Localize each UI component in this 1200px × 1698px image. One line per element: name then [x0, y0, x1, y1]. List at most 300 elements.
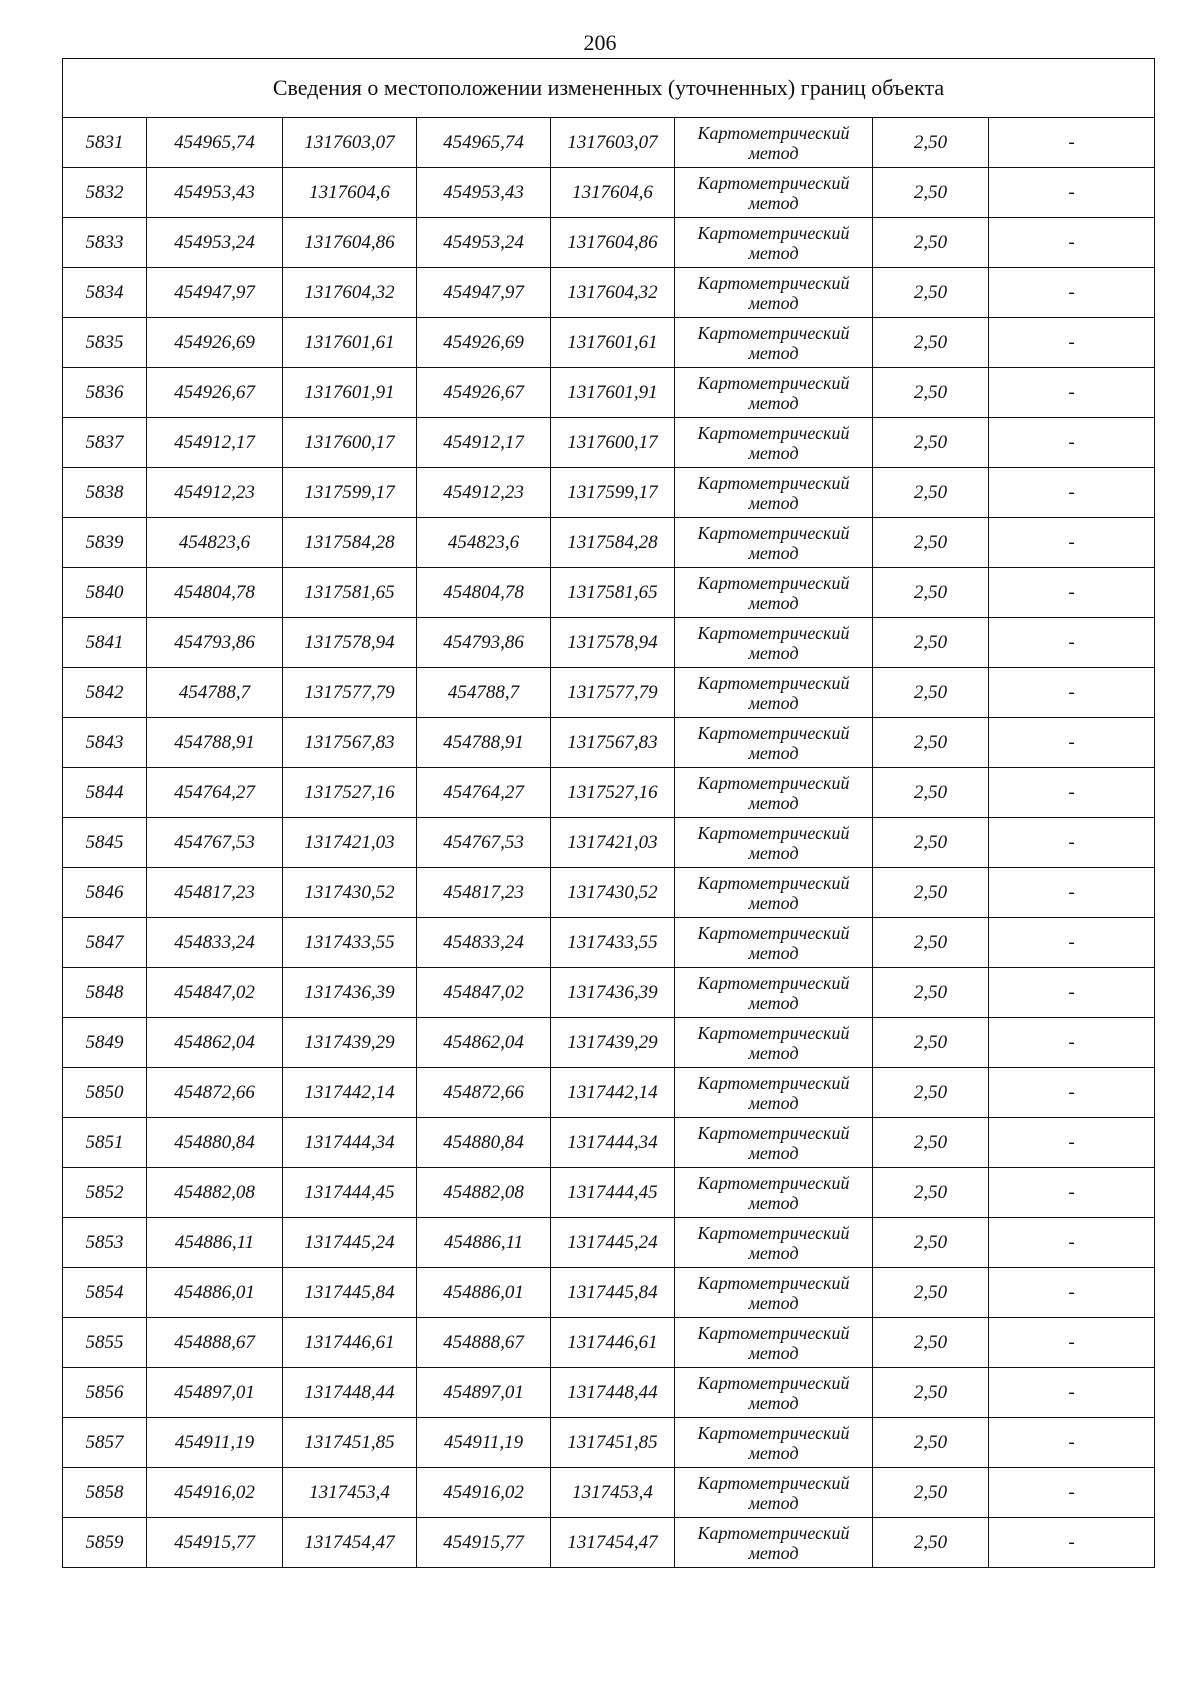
method-label-line2: метод	[748, 142, 799, 163]
y-existing-cell: 1317436,39	[283, 968, 417, 1018]
description-cell: -	[989, 1418, 1155, 1468]
x-existing-cell: 454882,08	[147, 1168, 283, 1218]
y-existing-cell: 1317604,32	[283, 268, 417, 318]
accuracy-cell: 2,50	[873, 668, 989, 718]
table-row	[63, 718, 1155, 768]
point-number-cell: 5837	[63, 418, 147, 468]
accuracy-cell: 2,50	[873, 1218, 989, 1268]
y-new-cell: 1317567,83	[551, 718, 675, 768]
x-new-cell: 454926,69	[417, 318, 551, 368]
method-label-line2: метод	[748, 742, 799, 763]
point-number-cell: 5833	[63, 218, 147, 268]
method-label-line1: Картометрический	[697, 1172, 850, 1193]
method-label-line2: метод	[748, 1092, 799, 1113]
method-label-line2: метод	[748, 1442, 799, 1463]
x-new-cell: 454953,43	[417, 168, 551, 218]
x-existing-cell: 454911,19	[147, 1418, 283, 1468]
method-label-line2: метод	[748, 642, 799, 663]
x-new-cell: 454886,01	[417, 1268, 551, 1318]
y-new-cell: 1317445,24	[551, 1218, 675, 1268]
method-cell	[675, 118, 873, 168]
point-number-cell: 5836	[63, 368, 147, 418]
table-row	[63, 118, 1155, 168]
y-new-cell: 1317436,39	[551, 968, 675, 1018]
method-cell	[675, 468, 873, 518]
table-row	[63, 268, 1155, 318]
x-existing-cell: 454817,23	[147, 868, 283, 918]
method-label-line2: метод	[748, 292, 799, 313]
y-new-cell: 1317604,86	[551, 218, 675, 268]
table-row	[63, 568, 1155, 618]
boundary-coordinates-table	[62, 58, 1155, 1568]
y-new-cell: 1317444,45	[551, 1168, 675, 1218]
x-new-cell: 454872,66	[417, 1068, 551, 1118]
method-label-line2: метод	[748, 1542, 799, 1563]
method-label-line2: метод	[748, 692, 799, 713]
method-cell	[675, 718, 873, 768]
y-new-cell: 1317578,94	[551, 618, 675, 668]
description-cell: -	[989, 768, 1155, 818]
x-existing-cell: 454886,01	[147, 1268, 283, 1318]
table-row	[63, 368, 1155, 418]
x-existing-cell: 454915,77	[147, 1518, 283, 1568]
y-new-cell: 1317445,84	[551, 1268, 675, 1318]
x-existing-cell: 454912,17	[147, 418, 283, 468]
description-cell: -	[989, 1368, 1155, 1418]
method-cell	[675, 818, 873, 868]
table-title-row	[63, 59, 1155, 118]
table-row	[63, 1168, 1155, 1218]
method-label-line1: Картометрический	[697, 672, 850, 693]
description-cell: -	[989, 418, 1155, 468]
method-label-line1: Картометрический	[697, 372, 850, 393]
method-label-line2: метод	[748, 1492, 799, 1513]
method-label-line2: метод	[748, 1292, 799, 1313]
accuracy-cell: 2,50	[873, 1018, 989, 1068]
table-row	[63, 518, 1155, 568]
accuracy-cell: 2,50	[873, 568, 989, 618]
method-cell	[675, 768, 873, 818]
x-new-cell: 454912,17	[417, 418, 551, 468]
accuracy-cell: 2,50	[873, 968, 989, 1018]
y-existing-cell: 1317439,29	[283, 1018, 417, 1068]
method-label-line1: Картометрический	[697, 622, 850, 643]
method-label-line1: Картометрический	[697, 1372, 850, 1393]
point-number-cell: 5855	[63, 1318, 147, 1368]
description-cell: -	[989, 1468, 1155, 1518]
method-label-line1: Картометрический	[697, 1522, 850, 1543]
method-cell	[675, 1268, 873, 1318]
method-label-line2: метод	[748, 1142, 799, 1163]
method-label-line2: метод	[748, 1192, 799, 1213]
y-new-cell: 1317527,16	[551, 768, 675, 818]
y-new-cell: 1317601,61	[551, 318, 675, 368]
x-new-cell: 454953,24	[417, 218, 551, 268]
y-existing-cell: 1317445,84	[283, 1268, 417, 1318]
x-existing-cell: 454916,02	[147, 1468, 283, 1518]
description-cell: -	[989, 368, 1155, 418]
y-existing-cell: 1317444,45	[283, 1168, 417, 1218]
accuracy-cell: 2,50	[873, 468, 989, 518]
point-number-cell: 5850	[63, 1068, 147, 1118]
y-new-cell: 1317600,17	[551, 418, 675, 468]
method-label-line1: Картометрический	[697, 572, 850, 593]
method-label-line1: Картометрический	[697, 972, 850, 993]
y-new-cell: 1317451,85	[551, 1418, 675, 1468]
description-cell: -	[989, 1068, 1155, 1118]
point-number-cell: 5843	[63, 718, 147, 768]
accuracy-cell: 2,50	[873, 268, 989, 318]
y-existing-cell: 1317454,47	[283, 1518, 417, 1568]
table-row	[63, 1518, 1155, 1568]
method-label-line2: метод	[748, 1042, 799, 1063]
x-new-cell: 454767,53	[417, 818, 551, 868]
y-new-cell: 1317430,52	[551, 868, 675, 918]
description-cell: -	[989, 868, 1155, 918]
description-cell: -	[989, 718, 1155, 768]
accuracy-cell: 2,50	[873, 1318, 989, 1368]
method-label-line1: Картометрический	[697, 1072, 850, 1093]
method-label-line2: метод	[748, 342, 799, 363]
point-number-cell: 5831	[63, 118, 147, 168]
method-cell	[675, 1418, 873, 1468]
method-label-line1: Картометрический	[697, 222, 850, 243]
x-existing-cell: 454947,97	[147, 268, 283, 318]
y-existing-cell: 1317567,83	[283, 718, 417, 768]
y-existing-cell: 1317446,61	[283, 1318, 417, 1368]
y-existing-cell: 1317603,07	[283, 118, 417, 168]
y-existing-cell: 1317448,44	[283, 1368, 417, 1418]
point-number-cell: 5835	[63, 318, 147, 368]
point-number-cell: 5839	[63, 518, 147, 568]
x-existing-cell: 454872,66	[147, 1068, 283, 1118]
y-new-cell: 1317433,55	[551, 918, 675, 968]
table-row	[63, 618, 1155, 668]
method-label-line1: Картометрический	[697, 722, 850, 743]
method-cell	[675, 318, 873, 368]
description-cell: -	[989, 668, 1155, 718]
accuracy-cell: 2,50	[873, 518, 989, 568]
point-number-cell: 5842	[63, 668, 147, 718]
x-new-cell: 454862,04	[417, 1018, 551, 1068]
point-number-cell: 5844	[63, 768, 147, 818]
x-new-cell: 454888,67	[417, 1318, 551, 1368]
table-row	[63, 1218, 1155, 1268]
method-cell	[675, 1218, 873, 1268]
x-existing-cell: 454926,67	[147, 368, 283, 418]
method-label-line2: метод	[748, 592, 799, 613]
description-cell: -	[989, 1318, 1155, 1368]
x-new-cell: 454916,02	[417, 1468, 551, 1518]
table-title: Сведения о местоположении измененных (уточненных) границ объекта	[63, 59, 1155, 118]
table-row	[63, 1418, 1155, 1468]
x-existing-cell: 454788,91	[147, 718, 283, 768]
x-new-cell: 454793,86	[417, 618, 551, 668]
description-cell: -	[989, 268, 1155, 318]
table-body	[63, 59, 1155, 1568]
method-label-line2: метод	[748, 1342, 799, 1363]
point-number-cell: 5847	[63, 918, 147, 968]
x-new-cell: 454915,77	[417, 1518, 551, 1568]
accuracy-cell: 2,50	[873, 1118, 989, 1168]
description-cell: -	[989, 468, 1155, 518]
method-label-line2: метод	[748, 842, 799, 863]
y-existing-cell: 1317527,16	[283, 768, 417, 818]
method-cell	[675, 568, 873, 618]
description-cell: -	[989, 218, 1155, 268]
table-row	[63, 168, 1155, 218]
description-cell: -	[989, 1518, 1155, 1568]
table-row	[63, 1318, 1155, 1368]
table-row	[63, 1068, 1155, 1118]
method-cell	[675, 518, 873, 568]
accuracy-cell: 2,50	[873, 818, 989, 868]
method-cell	[675, 1518, 873, 1568]
method-label-line1: Картометрический	[697, 1022, 850, 1043]
y-new-cell: 1317577,79	[551, 668, 675, 718]
y-existing-cell: 1317430,52	[283, 868, 417, 918]
y-existing-cell: 1317442,14	[283, 1068, 417, 1118]
method-label-line2: метод	[748, 892, 799, 913]
method-cell	[675, 1068, 873, 1118]
accuracy-cell: 2,50	[873, 368, 989, 418]
method-label-line1: Картометрический	[697, 922, 850, 943]
accuracy-cell: 2,50	[873, 318, 989, 368]
method-cell	[675, 218, 873, 268]
x-existing-cell: 454767,53	[147, 818, 283, 868]
description-cell: -	[989, 1168, 1155, 1218]
method-cell	[675, 268, 873, 318]
x-existing-cell: 454862,04	[147, 1018, 283, 1068]
method-cell	[675, 618, 873, 668]
accuracy-cell: 2,50	[873, 118, 989, 168]
accuracy-cell: 2,50	[873, 1168, 989, 1218]
description-cell: -	[989, 1118, 1155, 1168]
accuracy-cell: 2,50	[873, 1518, 989, 1568]
method-label-line2: метод	[748, 792, 799, 813]
method-label-line2: метод	[748, 392, 799, 413]
method-label-line2: метод	[748, 542, 799, 563]
point-number-cell: 5853	[63, 1218, 147, 1268]
method-label-line1: Картометрический	[697, 1222, 850, 1243]
y-existing-cell: 1317604,86	[283, 218, 417, 268]
y-existing-cell: 1317444,34	[283, 1118, 417, 1168]
x-existing-cell: 454764,27	[147, 768, 283, 818]
y-new-cell: 1317604,6	[551, 168, 675, 218]
method-label-line1: Картометрический	[697, 822, 850, 843]
method-label-line1: Картометрический	[697, 272, 850, 293]
point-number-cell: 5841	[63, 618, 147, 668]
y-new-cell: 1317442,14	[551, 1068, 675, 1118]
method-label-line1: Картометрический	[697, 472, 850, 493]
y-existing-cell: 1317599,17	[283, 468, 417, 518]
x-existing-cell: 454897,01	[147, 1368, 283, 1418]
y-existing-cell: 1317601,91	[283, 368, 417, 418]
y-new-cell: 1317453,4	[551, 1468, 675, 1518]
x-existing-cell: 454926,69	[147, 318, 283, 368]
table-row	[63, 968, 1155, 1018]
x-existing-cell: 454953,24	[147, 218, 283, 268]
accuracy-cell: 2,50	[873, 868, 989, 918]
y-existing-cell: 1317604,6	[283, 168, 417, 218]
table-row	[63, 1268, 1155, 1318]
accuracy-cell: 2,50	[873, 168, 989, 218]
y-new-cell: 1317448,44	[551, 1368, 675, 1418]
y-new-cell: 1317604,32	[551, 268, 675, 318]
y-existing-cell: 1317577,79	[283, 668, 417, 718]
table-row	[63, 668, 1155, 718]
x-new-cell: 454788,91	[417, 718, 551, 768]
method-cell	[675, 1168, 873, 1218]
x-existing-cell: 454847,02	[147, 968, 283, 1018]
description-cell: -	[989, 568, 1155, 618]
x-existing-cell: 454788,7	[147, 668, 283, 718]
x-new-cell: 454965,74	[417, 118, 551, 168]
y-new-cell: 1317444,34	[551, 1118, 675, 1168]
table-row	[63, 1368, 1155, 1418]
method-cell	[675, 168, 873, 218]
method-label-line1: Картометрический	[697, 422, 850, 443]
point-number-cell: 5854	[63, 1268, 147, 1318]
method-cell	[675, 1018, 873, 1068]
point-number-cell: 5846	[63, 868, 147, 918]
accuracy-cell: 2,50	[873, 718, 989, 768]
table-row	[63, 1018, 1155, 1068]
description-cell: -	[989, 168, 1155, 218]
x-existing-cell: 454880,84	[147, 1118, 283, 1168]
method-label-line2: метод	[748, 1392, 799, 1413]
table-row	[63, 318, 1155, 368]
x-new-cell: 454823,6	[417, 518, 551, 568]
method-label-line1: Картометрический	[697, 1422, 850, 1443]
point-number-cell: 5858	[63, 1468, 147, 1518]
point-number-cell: 5851	[63, 1118, 147, 1168]
y-new-cell: 1317601,91	[551, 368, 675, 418]
x-existing-cell: 454886,11	[147, 1218, 283, 1268]
x-new-cell: 454911,19	[417, 1418, 551, 1468]
description-cell: -	[989, 818, 1155, 868]
point-number-cell: 5840	[63, 568, 147, 618]
method-label-line2: метод	[748, 1242, 799, 1263]
y-new-cell: 1317599,17	[551, 468, 675, 518]
description-cell: -	[989, 1268, 1155, 1318]
method-label-line1: Картометрический	[697, 122, 850, 143]
description-cell: -	[989, 618, 1155, 668]
table-row	[63, 1118, 1155, 1168]
y-existing-cell: 1317601,61	[283, 318, 417, 368]
accuracy-cell: 2,50	[873, 1468, 989, 1518]
x-existing-cell: 454912,23	[147, 468, 283, 518]
method-label-line1: Картометрический	[697, 1272, 850, 1293]
point-number-cell: 5845	[63, 818, 147, 868]
point-number-cell: 5859	[63, 1518, 147, 1568]
method-label-line2: метод	[748, 492, 799, 513]
x-new-cell: 454912,23	[417, 468, 551, 518]
description-cell: -	[989, 1018, 1155, 1068]
table-row	[63, 218, 1155, 268]
y-new-cell: 1317454,47	[551, 1518, 675, 1568]
y-new-cell: 1317446,61	[551, 1318, 675, 1368]
method-label-line2: метод	[748, 992, 799, 1013]
x-existing-cell: 454953,43	[147, 168, 283, 218]
table-row	[63, 468, 1155, 518]
y-existing-cell: 1317578,94	[283, 618, 417, 668]
method-label-line1: Картометрический	[697, 1122, 850, 1143]
point-number-cell: 5852	[63, 1168, 147, 1218]
method-label-line1: Картометрический	[697, 322, 850, 343]
accuracy-cell: 2,50	[873, 218, 989, 268]
accuracy-cell: 2,50	[873, 1418, 989, 1468]
x-existing-cell: 454804,78	[147, 568, 283, 618]
point-number-cell: 5838	[63, 468, 147, 518]
x-new-cell: 454886,11	[417, 1218, 551, 1268]
x-new-cell: 454847,02	[417, 968, 551, 1018]
x-new-cell: 454926,67	[417, 368, 551, 418]
accuracy-cell: 2,50	[873, 918, 989, 968]
method-cell	[675, 418, 873, 468]
method-cell	[675, 1118, 873, 1168]
accuracy-cell: 2,50	[873, 618, 989, 668]
method-label-line1: Картометрический	[697, 1472, 850, 1493]
y-existing-cell: 1317584,28	[283, 518, 417, 568]
method-cell	[675, 368, 873, 418]
accuracy-cell: 2,50	[873, 1268, 989, 1318]
x-existing-cell: 454888,67	[147, 1318, 283, 1368]
y-new-cell: 1317439,29	[551, 1018, 675, 1068]
x-existing-cell: 454965,74	[147, 118, 283, 168]
method-cell	[675, 1368, 873, 1418]
table-row	[63, 768, 1155, 818]
y-new-cell: 1317603,07	[551, 118, 675, 168]
method-label-line2: метод	[748, 442, 799, 463]
method-label-line2: метод	[748, 192, 799, 213]
description-cell: -	[989, 518, 1155, 568]
method-cell	[675, 918, 873, 968]
accuracy-cell: 2,50	[873, 1368, 989, 1418]
accuracy-cell: 2,50	[873, 1068, 989, 1118]
description-cell: -	[989, 968, 1155, 1018]
x-existing-cell: 454793,86	[147, 618, 283, 668]
y-existing-cell: 1317445,24	[283, 1218, 417, 1268]
method-label-line1: Картометрический	[697, 172, 850, 193]
description-cell: -	[989, 318, 1155, 368]
x-existing-cell: 454833,24	[147, 918, 283, 968]
y-existing-cell: 1317421,03	[283, 818, 417, 868]
method-cell	[675, 968, 873, 1018]
method-label-line1: Картометрический	[697, 1322, 850, 1343]
x-new-cell: 454947,97	[417, 268, 551, 318]
table-row	[63, 418, 1155, 468]
method-label-line1: Картометрический	[697, 872, 850, 893]
method-label-line2: метод	[748, 242, 799, 263]
y-existing-cell: 1317581,65	[283, 568, 417, 618]
y-existing-cell: 1317600,17	[283, 418, 417, 468]
x-new-cell: 454817,23	[417, 868, 551, 918]
method-cell	[675, 668, 873, 718]
method-cell	[675, 1468, 873, 1518]
x-new-cell: 454897,01	[417, 1368, 551, 1418]
method-label-line1: Картометрический	[697, 772, 850, 793]
point-number-cell: 5856	[63, 1368, 147, 1418]
y-new-cell: 1317421,03	[551, 818, 675, 868]
x-new-cell: 454833,24	[417, 918, 551, 968]
method-label-line2: метод	[748, 942, 799, 963]
y-new-cell: 1317584,28	[551, 518, 675, 568]
y-existing-cell: 1317451,85	[283, 1418, 417, 1468]
accuracy-cell: 2,50	[873, 418, 989, 468]
point-number-cell: 5857	[63, 1418, 147, 1468]
description-cell: -	[989, 918, 1155, 968]
